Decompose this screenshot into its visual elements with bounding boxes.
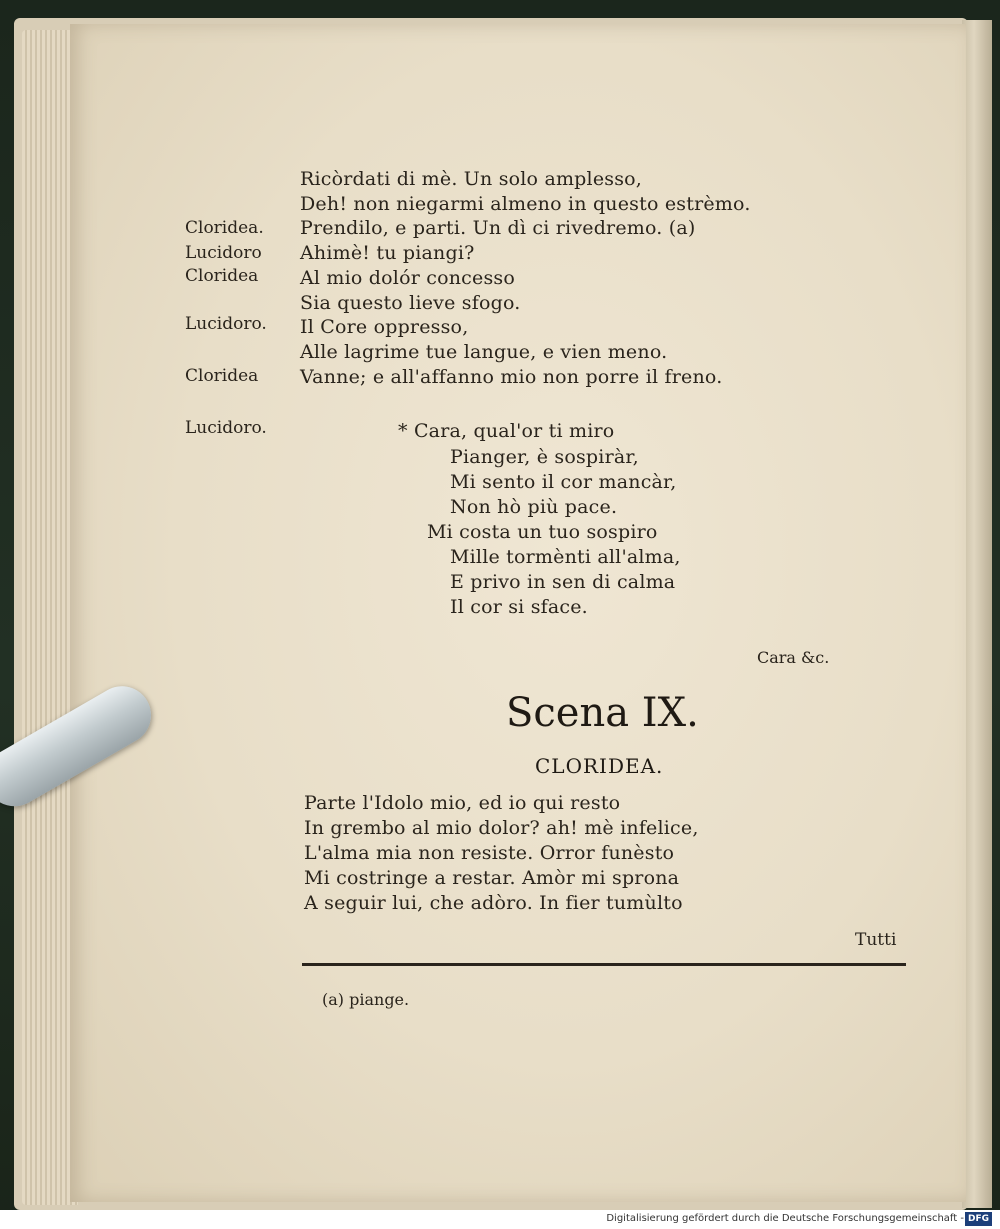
speaker-name: Cloridea [185, 266, 259, 286]
scene-line: Mi costringe a restar. Amòr mi sprona [304, 867, 680, 889]
aria-refrain: Cara &c. [757, 648, 830, 667]
aria-speaker: Lucidoro. [185, 418, 267, 438]
dialogue-line: Deh! non niegarmi almeno in questo estrèmo. [300, 193, 751, 215]
scene-character: CLORIDEA. [535, 754, 664, 778]
dfg-logo: DFG [965, 1212, 992, 1226]
aria-line: Non hò più pace. [450, 496, 618, 518]
dialogue-line: Al mio dolór concesso [300, 267, 515, 289]
scene-line: L'alma mia non resiste. Orror funèsto [304, 842, 675, 864]
aria-line: Mi costa un tuo sospiro [427, 521, 658, 543]
catchword: Tutti [855, 930, 897, 950]
dialogue-line: Ahimè! tu piangi? [300, 242, 475, 264]
dialogue-line: Sia questo lieve sfogo. [300, 292, 521, 314]
footnote: (a) piange. [322, 990, 410, 1009]
aria-line: Mi sento il cor mancàr, [450, 471, 677, 493]
footnote-rule [302, 963, 906, 966]
dialogue-line: Vanne; e all'affanno mio non porre il freno. [300, 366, 723, 388]
dialogue-line: Ricòrdati di mè. Un solo amplesso, [300, 168, 643, 190]
scene-line: In grembo al mio dolor? ah! mè infelice, [304, 817, 699, 839]
speaker-name: Cloridea. [185, 218, 264, 238]
aria-line: * Cara, qual'or ti miro [398, 420, 615, 442]
aria-line: Il cor si sface. [450, 596, 588, 618]
scene-line: A seguir lui, che adòro. In fier tumùlto [304, 892, 683, 914]
dialogue-line: Alle lagrime tue langue, e vien meno. [300, 341, 668, 363]
dialogue-line: Prendilo, e parti. Un dì ci rivedremo. (a) [300, 217, 696, 239]
facing-page-edge [962, 20, 992, 1208]
speaker-name: Lucidoro [185, 243, 262, 263]
aria-line: E privo in sen di calma [450, 571, 676, 593]
scene-line: Parte l'Idolo mio, ed io qui resto [304, 792, 621, 814]
aria-line: Mille tormènti all'alma, [450, 546, 681, 568]
speaker-name: Cloridea [185, 366, 259, 386]
speaker-name: Lucidoro. [185, 314, 267, 334]
aria-line: Pianger, è sospiràr, [450, 446, 639, 468]
scene-title: Scena IX. [506, 690, 699, 736]
dialogue-line: Il Core oppresso, [300, 316, 469, 338]
footer-credit: Digitalisierung gefördert durch die Deutsche Forschungsgemeinschaft - [606, 1213, 964, 1224]
